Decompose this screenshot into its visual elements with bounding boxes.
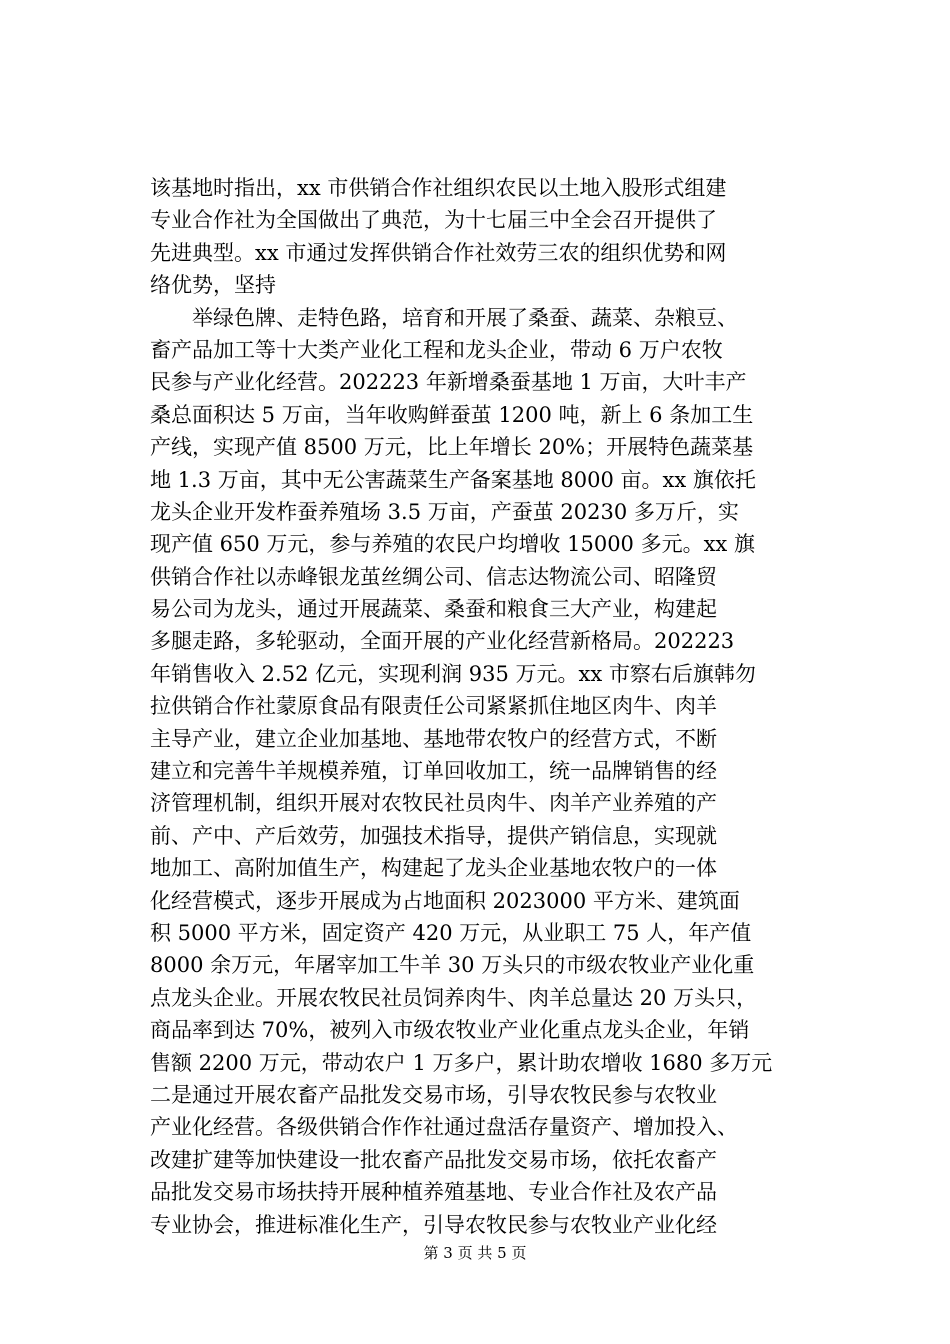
text-line: 改建扩建等加快建设一批农畜产品批发交易市场，依托农畜产 bbox=[150, 1147, 717, 1172]
text-line: 商品率到达 70%，被列入市级农牧业产业化重点龙头企业，年销 bbox=[150, 1018, 750, 1043]
text-line: 先进典型。xx 市通过发挥供销合作社效劳三农的组织优势和网 bbox=[150, 240, 727, 265]
text-line: 易公司为龙头，通过开展蔬菜、桑蚕和粮食三大产业，构建起 bbox=[150, 597, 717, 622]
text-line: 产线，实现产值 8500 万元，比上年增长 20%；开展特色蔬菜基 bbox=[150, 435, 754, 460]
text-line: 该基地时指出，xx 市供销合作社组织农民以土地入股形式组建 bbox=[150, 176, 727, 200]
text-line: 品批发交易市场扶持开展种植养殖基地、专业合作社及农产品 bbox=[150, 1180, 717, 1205]
text-line: 专业协会，推进标准化生产，引导农牧民参与农牧业产业化经 bbox=[150, 1212, 717, 1237]
text-line: 主导产业，建立企业加基地、基地带农牧户的经营方式，不断 bbox=[150, 726, 717, 751]
text-line: 点龙头企业。开展农牧民社员饲养肉牛、肉羊总量达 20 万头只， bbox=[150, 985, 758, 1010]
text-line: 地加工、高附加值生产，构建起了龙头企业基地农牧户的一体 bbox=[150, 856, 717, 881]
body-text bbox=[150, 172, 840, 1241]
text-line: 积 5000 平方米，固定资产 420 万元，从业职工 75 人，年产值 bbox=[150, 920, 752, 945]
text-line: 年销售收入 2.52 亿元，实现利润 935 万元。xx 市察右后旗韩勿 bbox=[150, 661, 756, 686]
text-line: 龙头企业开发柞蚕养殖场 3.5 万亩，产蚕茧 20230 多万斤，实 bbox=[150, 499, 739, 524]
text-line: 化经营模式，逐步开展成为占地面积 2023000 平方米、建筑面 bbox=[150, 888, 740, 913]
text-line: 拉供销合作社蒙原食品有限责任公司紧紧抓住地区肉牛、肉羊 bbox=[150, 694, 717, 719]
text-line: 售额 2200 万元，带动农户 1 万多户，累计助农增收 1680 多万元 bbox=[150, 1050, 773, 1075]
text-line: 8000 余万元，年屠宰加工牛羊 30 万头只的市级农牧业产业化重 bbox=[150, 953, 755, 978]
text-line: 济管理机制，组织开展对农牧民社员肉牛、肉羊产业养殖的产 bbox=[150, 791, 717, 816]
page-footer: 第 3 页 共 5 页 bbox=[423, 1244, 527, 1262]
text-line: 产业化经营。各级供销合作作社通过盘活存量资产、增加投入、 bbox=[150, 1115, 738, 1140]
text-line: 前、产中、产后效劳，加强技术指导，提供产销信息，实现就 bbox=[150, 823, 717, 848]
text-line: 络优势，坚持 bbox=[150, 273, 276, 298]
text-line: 供销合作社以赤峰银龙茧丝绸公司、信志达物流公司、昭隆贸 bbox=[150, 564, 717, 589]
text-line: 桑总面积达 5 万亩，当年收购鲜蚕茧 1200 吨，新上 6 条加工生 bbox=[150, 402, 754, 427]
text-line: 民参与产业化经营。202223 年新增桑蚕基地 1 万亩，大叶丰产 bbox=[150, 370, 747, 395]
text-line: 多腿走路，多轮驱动，全面开展的产业化经营新格局。202223 bbox=[150, 629, 735, 654]
text-line: 二是通过开展农畜产品批发交易市场，引导农牧民参与农牧业 bbox=[150, 1082, 717, 1107]
text-line: 畜产品加工等十大类产业化工程和龙头企业，带动 6 万户农牧 bbox=[150, 337, 723, 362]
text-line: 专业合作社为全国做出了典范，为十七届三中全会召开提供了 bbox=[150, 208, 717, 233]
text-line: 举绿色牌、走特色路，培育和开展了桑蚕、蔬菜、杂粮豆、 bbox=[150, 305, 738, 330]
text-line: 地 1.3 万亩，其中无公害蔬菜生产备案基地 8000 亩。xx 旗依托 bbox=[150, 467, 756, 492]
text-line: 建立和完善牛羊规模养殖，订单回收加工，统一品牌销售的经 bbox=[150, 759, 717, 784]
text-line: 现产值 650 万元，参与养殖的农民户均增收 15000 多元。xx 旗 bbox=[150, 532, 755, 557]
